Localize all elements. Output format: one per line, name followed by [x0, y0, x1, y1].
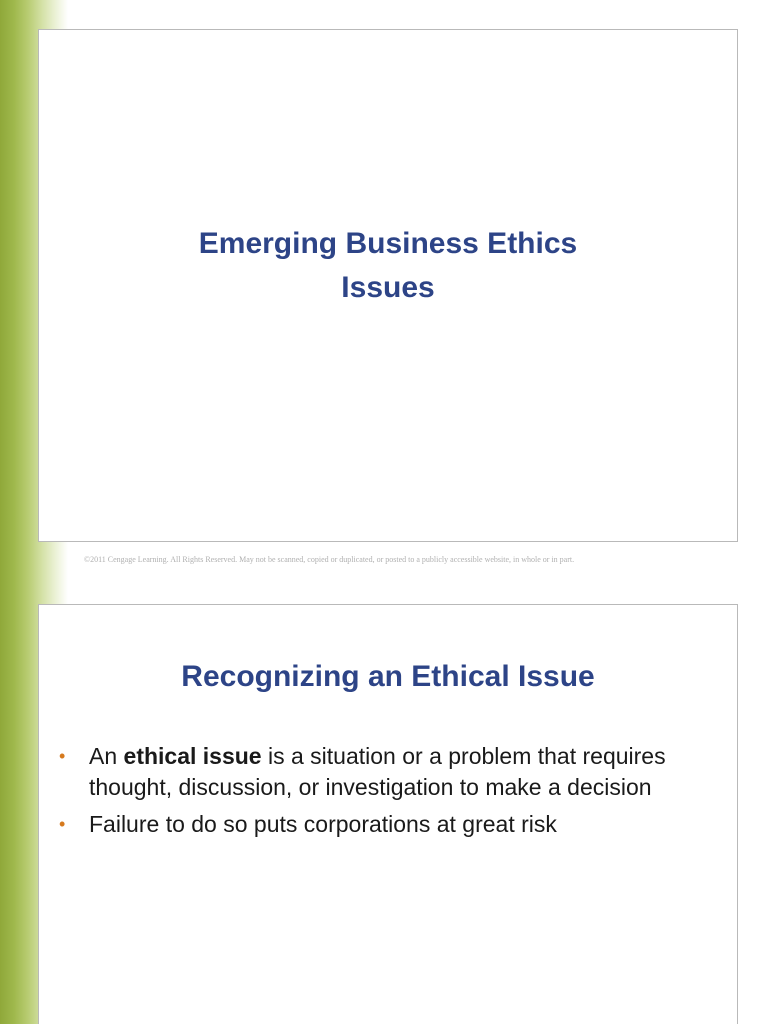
slide-1-title: Emerging Business Ethics Issues [198, 227, 578, 304]
slide-2-title: Recognizing an Ethical Issue [181, 660, 595, 693]
bullet-text: Failure to do so puts corporations at great risk [89, 811, 557, 837]
bullet-dot-icon: • [59, 814, 66, 834]
bullet-item [59, 741, 679, 803]
bullet-dot-icon: • [59, 746, 66, 766]
bullet-text-suffix: is a situation or a problem that requires thought, discussion, or investigation to make a decision [89, 743, 666, 800]
bullet-list [59, 741, 679, 846]
bullet-text-prefix: An [89, 743, 124, 769]
slide-2 [38, 604, 738, 1024]
bullet-item [59, 809, 679, 840]
bullet-text-bold-term: ethical issue [123, 743, 262, 769]
copyright-notice: ©2011 Cengage Learning. All Rights Reserved. May not be scanned, copied or duplicated, or posted to a publicly accessible website, in whole or in part. [84, 555, 575, 564]
slide-1 [38, 29, 738, 542]
